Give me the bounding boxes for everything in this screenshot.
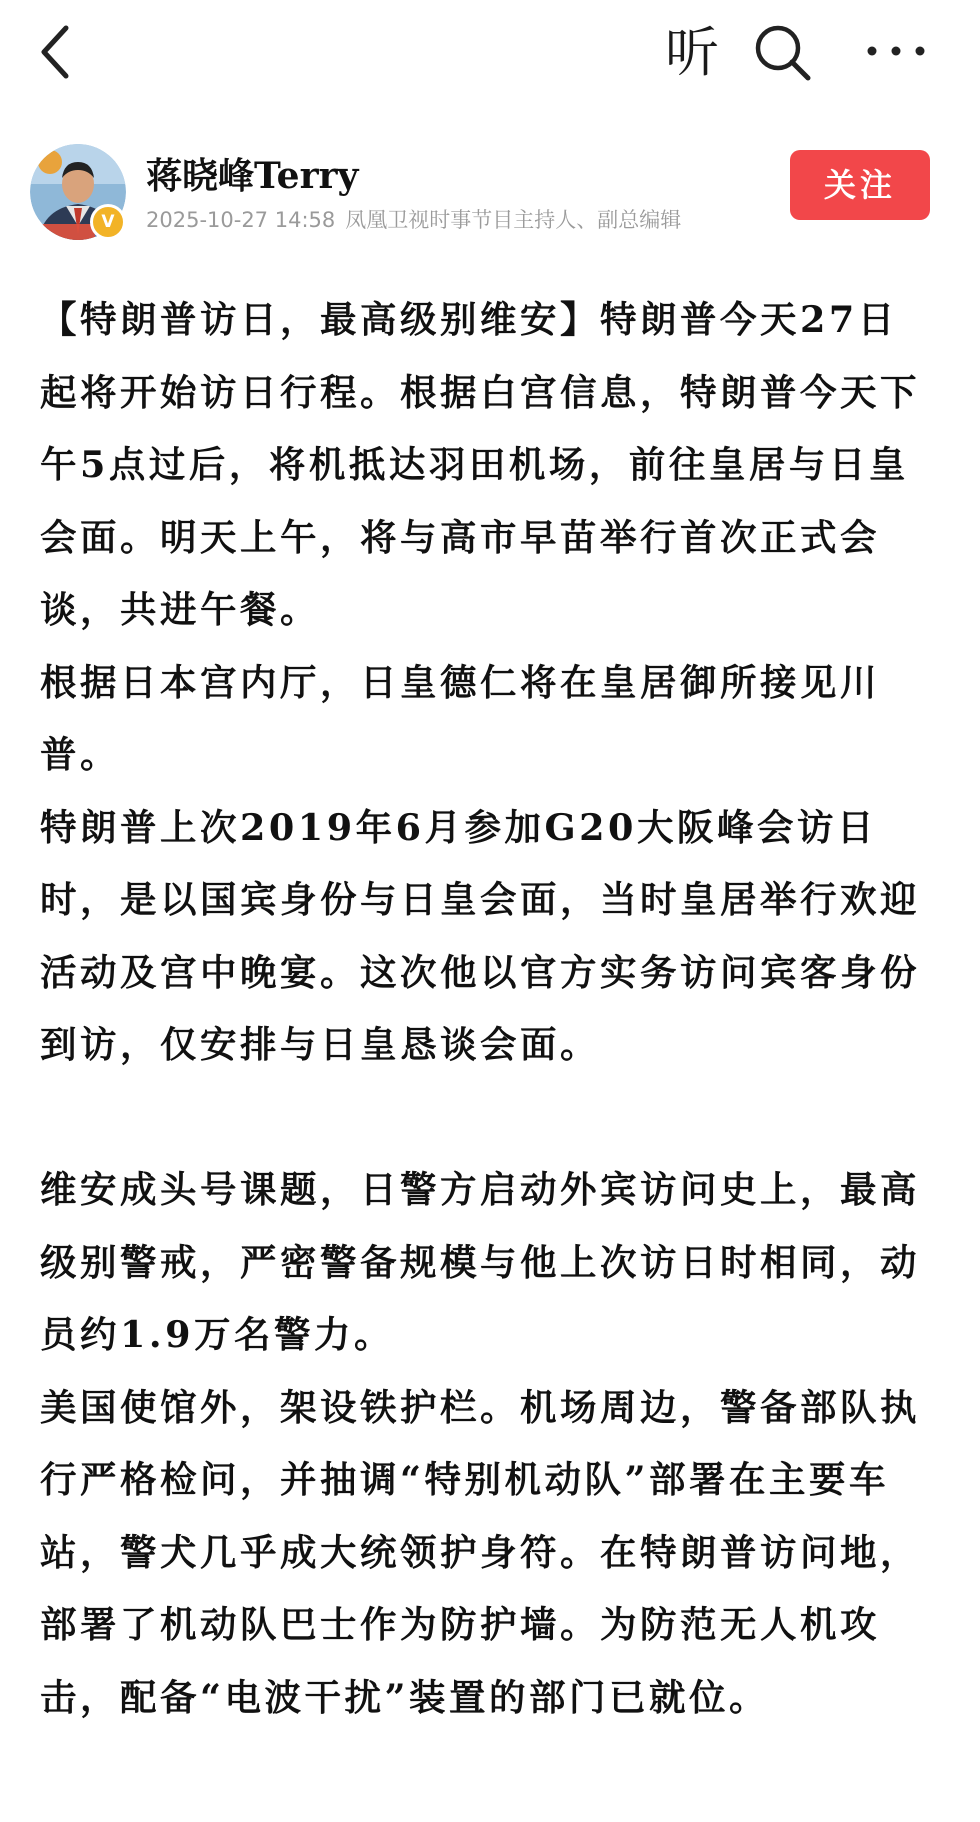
verified-badge-icon: V	[90, 204, 126, 240]
more-dots-icon[interactable]	[862, 26, 930, 76]
post-timestamp: 2025-10-27 14:58	[146, 208, 336, 232]
author-name[interactable]: 蒋晓峰Terry	[146, 155, 359, 197]
follow-button[interactable]: 关注	[790, 150, 930, 220]
article-paragraph: 【特朗普访日，最高级别维安】特朗普今天27日起将开始访日行程。根据白宫信息，特朗普今天下午5点过后，将机抵达羽田机场，前往皇居与日皇会面。明天上午，将与高市早苗举行首次正式会谈，共进午餐。	[40, 298, 920, 631]
article-paragraph: 维安成头号课题，日警方启动外宾访问史上，最高级别警戒，严密警备规模与他上次访日时相同，动员约1.9万名警力。	[40, 1168, 920, 1356]
search-icon[interactable]	[752, 22, 814, 84]
article-paragraph: 根据日本宫内厅，日皇德仁将在皇居御所接见川普。	[40, 660, 880, 776]
author-meta	[146, 206, 681, 234]
back-arrow-icon[interactable]	[36, 24, 84, 80]
article-paragraph: 美国使馆外，架设铁护栏。机场周边，警备部队执行严格检问，并抽调“特别机动队”部署在主要车站，警犬几乎成大统领护身符。在特朗普访问地，部署了机动队巴士作为防护墙。为防范无人机攻击，配备“电波干扰”装置的部门已就位。	[40, 1385, 920, 1719]
article-body	[40, 284, 920, 1734]
listen-button[interactable]: 听	[665, 21, 719, 84]
author-description: 凤凰卫视时事节目主持人、副总编辑	[345, 208, 682, 232]
article-paragraph: 特朗普上次2019年6月参加G20大阪峰会访日时，是以国宾身份与日皇会面，当时皇居举行欢迎活动及宫中晚宴。这次他以官方实务访问宾客身份到访，仅安排与日皇恳谈会面。	[40, 805, 920, 1066]
top-nav-bar	[0, 0, 980, 110]
author-header	[0, 130, 980, 250]
